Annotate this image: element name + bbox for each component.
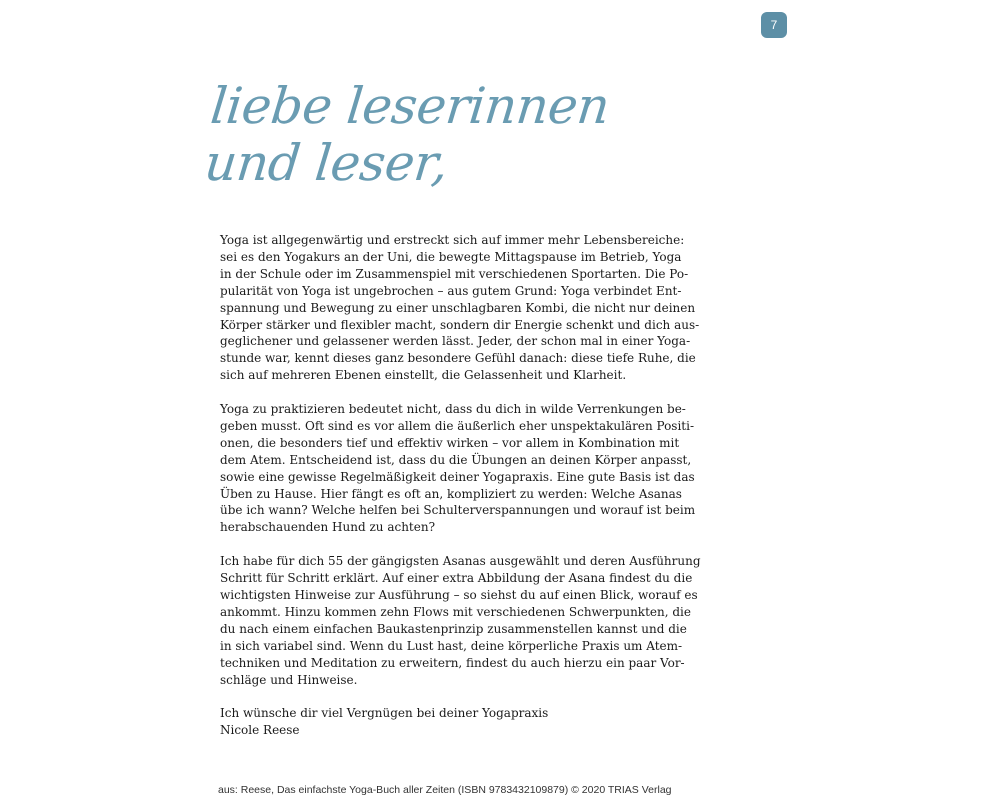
text-line: Körper stärker und flexibler macht, sondern dir Energie schenkt und dich aus- [220, 317, 700, 332]
source-footer: aus: Reese, Das einfachste Yoga-Buch aller Zeiten (ISBN 9783432109879) © 2020 TRIAS Verlag [218, 784, 672, 796]
paragraph-gap [220, 384, 650, 401]
text-line: schläge und Hinweise. [220, 672, 358, 687]
heading-line-2: und leser, [202, 134, 451, 192]
page-heading [202, 78, 612, 192]
paragraph-2 [220, 401, 696, 536]
text-line: in der Schule oder im Zusammenspiel mit verschiedenen Sportarten. Die Po- [220, 266, 689, 281]
signature: Nicole Reese [220, 723, 300, 738]
text-line: Yoga ist allgegenwärtig und erstreckt sich auf immer mehr Lebensbereiche: [220, 233, 685, 247]
text-line: übe ich wann? Welche helfen bei Schulterverspannungen und worauf ist beim [220, 503, 696, 518]
text-line: dem Atem. Entscheidend ist, dass du die Übungen an deinen Körper anpasst, [220, 452, 692, 467]
text-line: stunde war, kennt dieses ganz besondere Gefühl danach: diese tiefe Ruhe, die [220, 351, 696, 366]
text-line: Yoga zu praktizieren bedeutet nicht, dass du dich in wilde Verrenkungen be- [220, 402, 686, 417]
paragraph-3 [220, 553, 701, 688]
heading-line-1: liebe leserinnen [208, 77, 613, 135]
closing-block [220, 705, 650, 739]
text-line: geben musst. Oft sind es vor allem die äußerlich eher unspektakulären Positi- [220, 418, 695, 433]
text-line: pularität von Yoga ist ungebrochen – aus gutem Grund: Yoga verbindet Ent- [220, 283, 682, 298]
paragraph-1 [220, 232, 700, 384]
text-line: sei es den Yogakurs an der Uni, die bewegte Mittagspause im Betrieb, Yoga [220, 249, 682, 264]
text-line: ankommt. Hinzu kommen zehn Flows mit verschiedenen Schwerpunkten, die [220, 604, 691, 619]
body-text [220, 232, 701, 739]
text-line: herabschauenden Hund zu achten? [220, 520, 436, 535]
text-line: Üben zu Hause. Hier fängt es oft an, kompliziert zu werden: Welche Asanas [220, 486, 682, 501]
text-line: sowie eine gewisse Regelmäßigkeit deiner Yogapraxis. Eine gute Basis ist das [220, 469, 695, 484]
text-line: Ich habe für dich 55 der gängigsten Asanas ausgewählt und deren Ausführung [220, 554, 701, 569]
text-line: Schritt für Schritt erklärt. Auf einer extra Abbildung der Asana findest du die [220, 571, 693, 586]
paragraph-gap [220, 688, 650, 705]
text-line: sich auf mehreren Ebenen einstellt, die Gelassenheit und Klarheit. [220, 368, 627, 383]
closing-line: Ich wünsche dir viel Vergnügen bei deiner Yogapraxis [220, 706, 549, 721]
page-number-badge: 7 [761, 12, 787, 38]
text-line: du nach einem einfachen Baukastenprinzip zusammenstellen kannst und die [220, 621, 687, 636]
paragraph-gap [220, 536, 650, 553]
text-line: spannung und Bewegung zu einer unschlagbaren Kombi, die nicht nur deinen [220, 300, 696, 315]
text-line: in sich variabel sind. Wenn du Lust hast, deine körperliche Praxis um Atem- [220, 638, 683, 653]
text-line: techniken und Meditation zu erweitern, findest du auch hierzu ein paar Vor- [220, 655, 685, 670]
text-line: wichtigsten Hinweise zur Ausführung – so siehst du auf einen Blick, worauf es [220, 588, 698, 602]
text-line: onen, die besonders tief und effektiv wirken – vor allem in Kombination mit [220, 435, 680, 450]
text-line: geglichener und gelassener werden lässt. Jeder, der schon mal in einer Yoga- [220, 334, 691, 349]
